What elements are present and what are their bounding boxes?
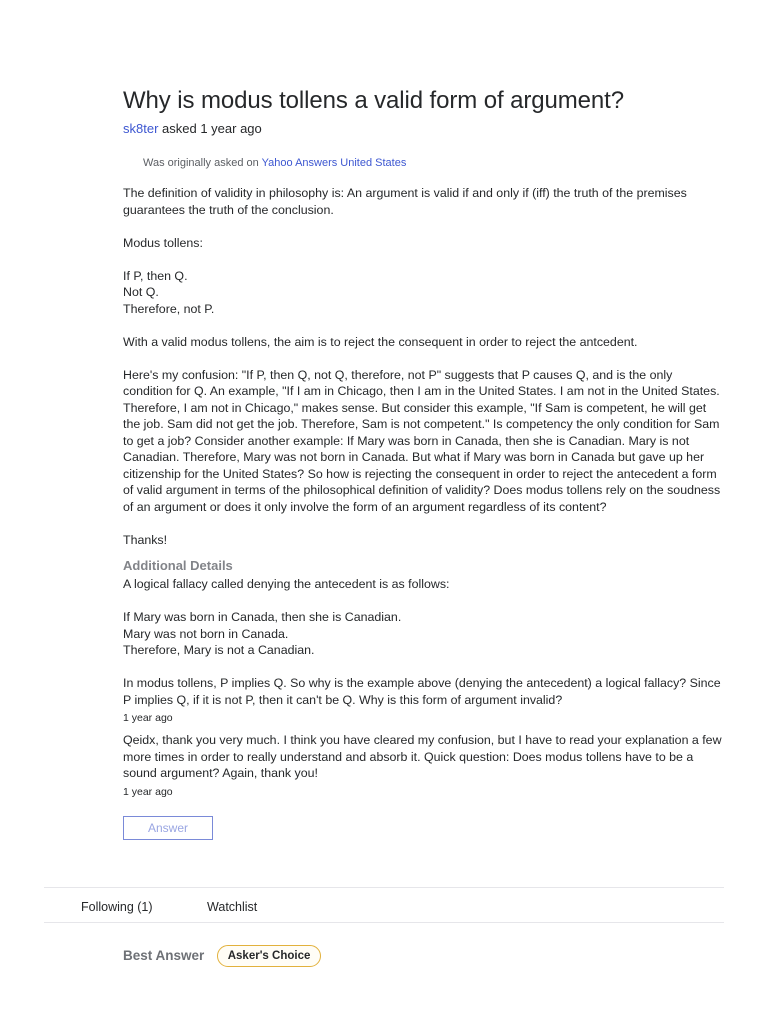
- detail-paragraph: In modus tollens, P implies Q. So why is the example above (denying the antecedent) a logical fallacy? Since P implies Q, if it is not P, then it can't be Q. Why is this form of argument invalid?: [123, 676, 721, 707]
- body-paragraph: The definition of validity in philosophy is: An argument is valid if and only if (iff) the truth of the premises guarantees the truth of the conclusion.: [123, 186, 687, 217]
- body-paragraph: Modus tollens:: [123, 235, 203, 250]
- body-paragraph: Here's my confusion: "If P, then Q, not Q, therefore, not P" suggests that P causes Q, and is the only condition for Q. An example, "If I am in Chicago, then I am in the United States. I am not in the United States. Therefore, I am not in Chicago," makes sense. But consider this example, "If Sam is competent, he will get the job. Sam did not get the job. Therefore, Sam is not competent." Is competency the only condition for Sam to get a job? Consider another example: If Mary was born in Canada, then she is Canadian. Mary is not Canadian. Therefore, Mary was not born in Canada. But what if Mary was born in Canada but gave up her citizenship for the United States? So how is rejecting the consequent in order to reject the antecedent a form of valid argument in terms of the philosophical definition of validity? Does modus tollens rely on the soudness of an argument or does it only involve the form of an argument regardless of its content?: [123, 367, 721, 514]
- question-title: Why is modus tollens a valid form of argument?: [123, 87, 624, 114]
- detail-timestamp: 1 year ago: [123, 785, 173, 798]
- best-answer-label: Best Answer: [123, 948, 205, 963]
- asked-time: asked 1 year ago: [158, 121, 262, 136]
- origin-prefix: Was originally asked on: [143, 157, 262, 169]
- best-answer-header: [123, 945, 321, 969]
- origin-note: [143, 155, 723, 171]
- askers-choice-badge: Asker's Choice: [217, 945, 322, 967]
- additional-detail-1: [123, 576, 723, 708]
- body-paragraph: If P, then Q. Not Q. Therefore, not P.: [123, 268, 215, 316]
- additional-details-heading: Additional Details: [123, 558, 233, 573]
- divider: [44, 887, 724, 888]
- watchlist-button[interactable]: Watchlist: [207, 900, 258, 914]
- detail-paragraph: A logical fallacy called denying the antecedent is as follows:: [123, 577, 450, 591]
- detail-timestamp: 1 year ago: [123, 712, 173, 724]
- question-section: [123, 86, 723, 840]
- answer-button[interactable]: Answer: [123, 816, 213, 840]
- body-paragraph: Thanks!: [123, 532, 168, 547]
- divider: [44, 922, 724, 923]
- origin-link[interactable]: Yahoo Answers United States: [261, 157, 407, 169]
- follow-bar: [81, 898, 257, 916]
- body-paragraph: With a valid modus tollens, the aim is to reject the consequent in order to reject the antcedent.: [123, 334, 638, 349]
- detail-paragraph: If Mary was born in Canada, then she is Canadian. Mary was not born in Canada. Therefore, Mary is not a Canadian.: [123, 610, 402, 657]
- question-meta: [123, 120, 723, 138]
- following-button[interactable]: Following (1): [81, 900, 153, 914]
- detail-paragraph: Qeidx, thank you very much. I think you have cleared my confusion, but I have to read your explanation a few more times in order to really understand and absorb it. Quick question: Does modus tollens have to be a sound argument? Again, thank you!: [123, 733, 722, 780]
- question-body: [123, 185, 723, 548]
- asker-link[interactable]: sk8ter: [123, 121, 159, 136]
- additional-detail-2: [123, 732, 723, 782]
